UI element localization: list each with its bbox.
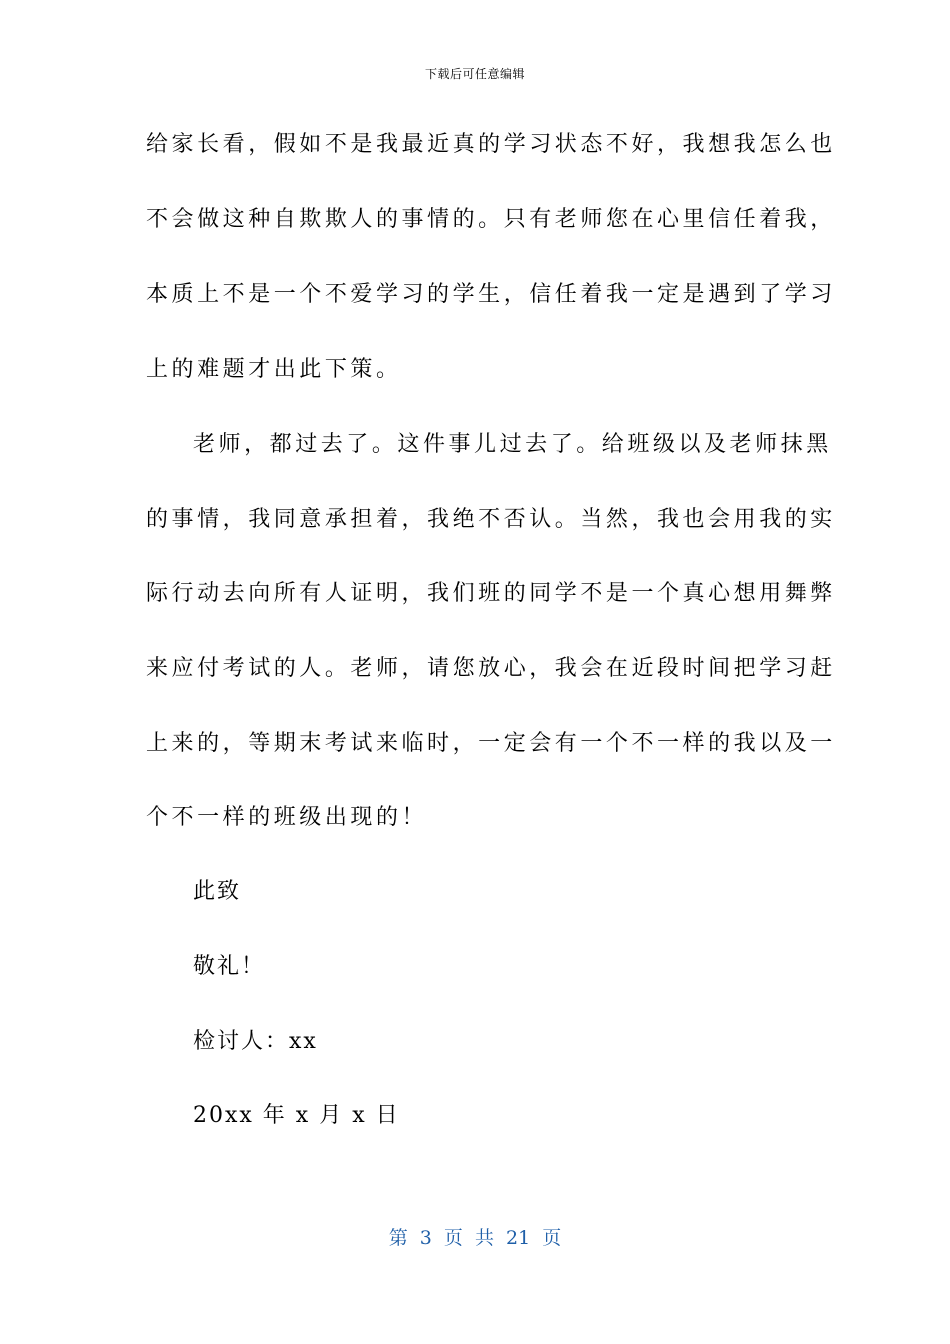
closing-signer: 检讨人：xx xyxy=(193,1029,318,1054)
paragraph-2-line-3: 际行动去向所有人证明，我们班的同学不是一个真心想用舞弊 xyxy=(146,581,836,606)
paragraph-2-line-5: 上来的，等期末考试来临时，一定会有一个不一样的我以及一 xyxy=(146,731,836,756)
paragraph-2-line-1: 老师，都过去了。这件事儿过去了。给班级以及老师抹黑 xyxy=(193,432,832,457)
paragraph-1-line-4: 上的难题才出此下策。 xyxy=(146,357,402,382)
page-header: 下载后可任意编辑 xyxy=(424,67,525,81)
paragraph-1-line-2: 不会做这种自欺欺人的事情的。只有老师您在心里信任着我， xyxy=(146,207,836,232)
paragraph-2-line-2: 的事情，我同意承担着，我绝不否认。当然，我也会用我的实 xyxy=(146,507,836,532)
paragraph-2-line-6: 个不一样的班级出现的！ xyxy=(146,805,428,830)
closing-regards: 敬礼！ xyxy=(193,954,266,979)
closing-salutation: 此致 xyxy=(193,879,242,904)
paragraph-2-line-4: 来应付考试的人。老师，请您放心，我会在近段时间把学习赶 xyxy=(146,656,836,681)
paragraph-1-line-1: 给家长看，假如不是我最近真的学习状态不好，我想我怎么也 xyxy=(146,132,836,157)
closing-date: 20xx 年 x 月 x 日 xyxy=(193,1103,400,1128)
page-footer: 第 3 页 共 21 页 xyxy=(388,1227,562,1249)
paragraph-1-line-3: 本质上不是一个不爱学习的学生，信任着我一定是遇到了学习 xyxy=(146,282,836,307)
